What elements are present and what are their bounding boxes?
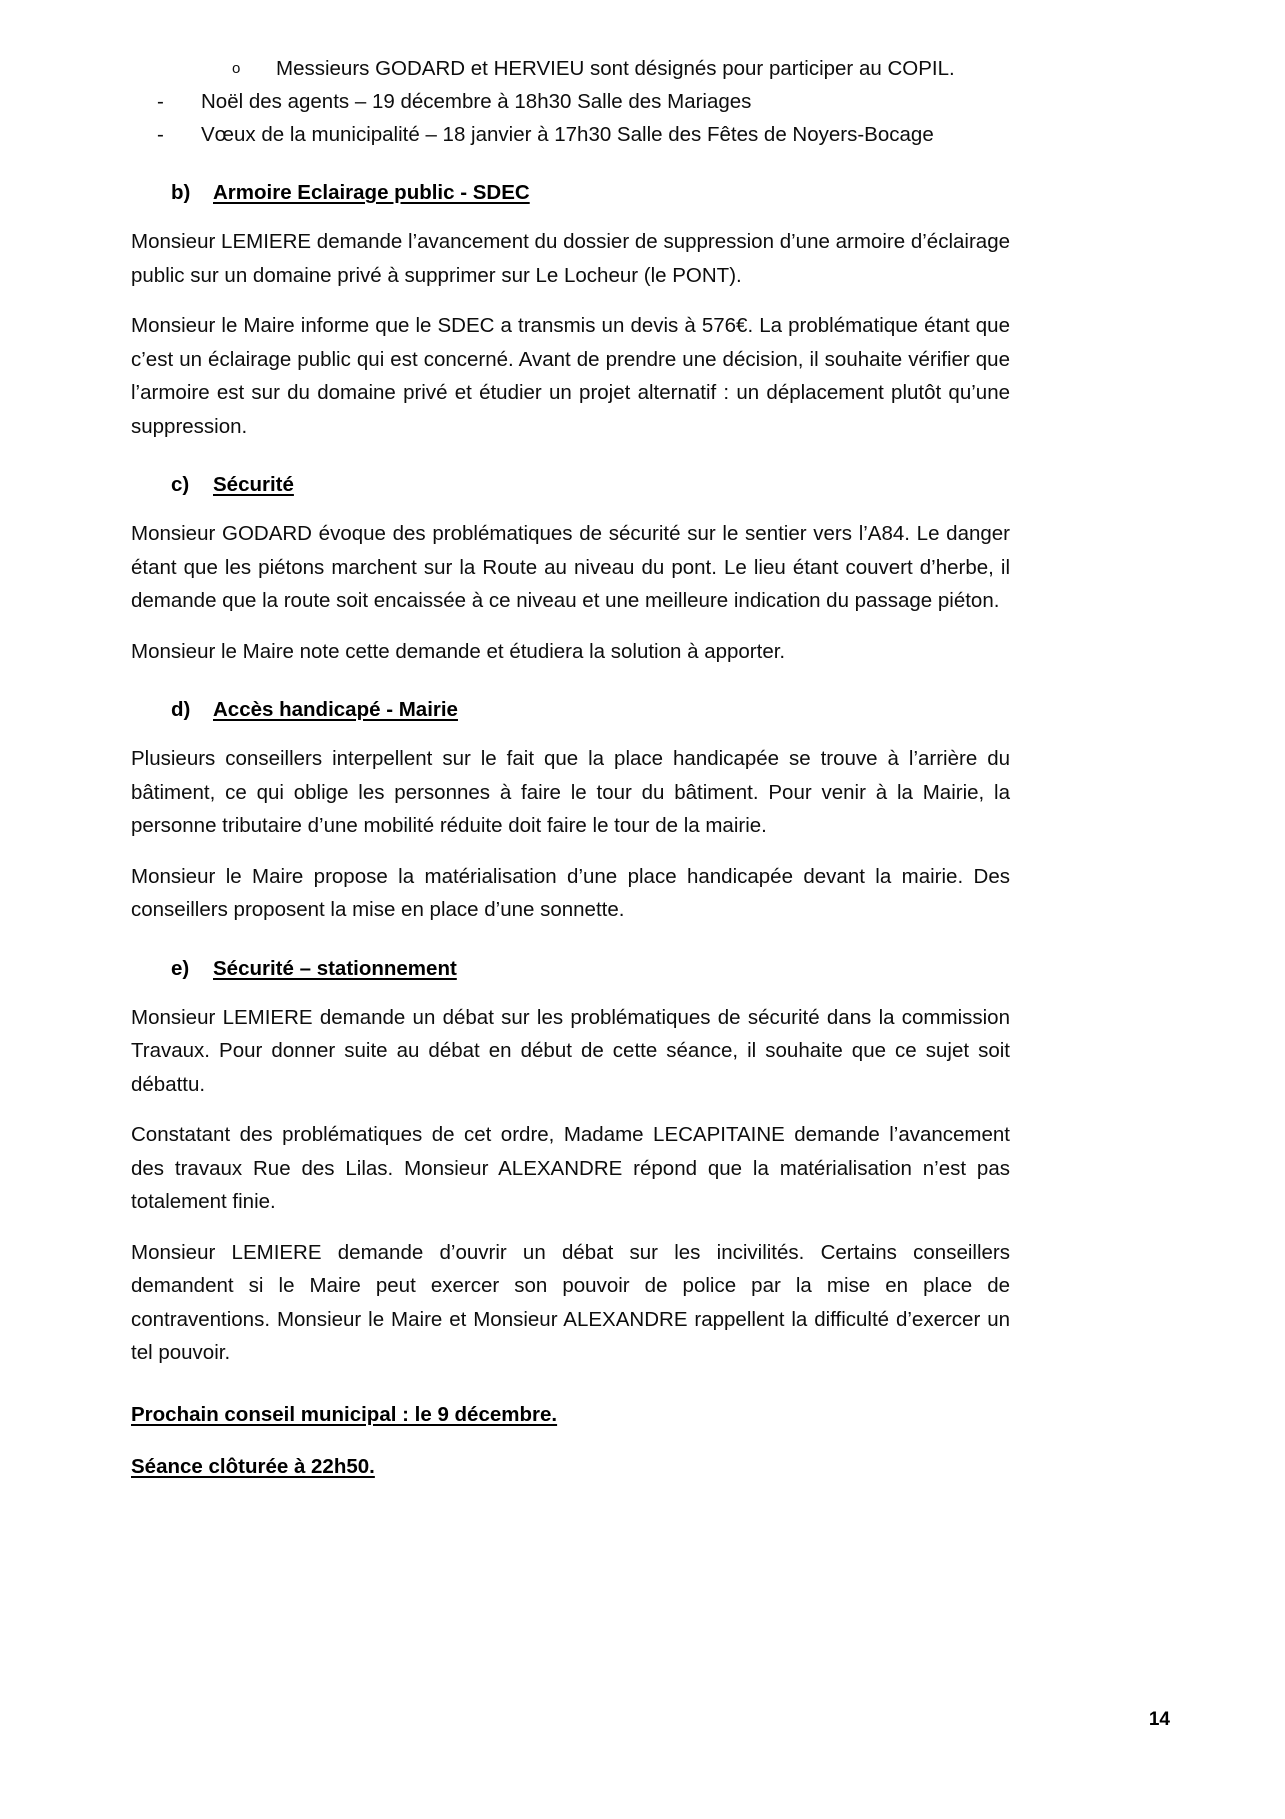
section-title: Armoire Eclairage public - SDEC: [213, 181, 530, 204]
paragraph: Monsieur LEMIERE demande l’avancement du dossier de suppression d’une armoire d’éclairage public sur un domaine privé à supprimer sur Le Locheur (le PONT).: [131, 230, 1010, 287]
section-title: Sécurité – stationnement: [213, 956, 457, 980]
session-closed-note: Séance clôturée à 22h50.: [131, 1454, 375, 1478]
section-heading-d: [131, 695, 1010, 725]
section-letter: e): [171, 956, 190, 980]
list-item: [131, 52, 1010, 85]
paragraph: Monsieur le Maire propose la matérialisation d’une place handicapée devant la mairie. Des conseillers proposent la mise en place d’une sonnette.: [131, 864, 1010, 921]
section-letter: d): [171, 698, 191, 721]
page-number: 14: [1148, 1709, 1170, 1730]
section-letter: c): [171, 473, 190, 496]
paragraph: Monsieur LEMIERE demande d’ouvrir un débat sur les incivilités. Certains conseillers demandent si le Maire peut exercer son pouvoir de police par la mise en place de contraventions. Monsieur le Maire et Monsieur ALEXANDRE rappellent la difficulté d’exercer un tel pouvoir.: [131, 1240, 1010, 1364]
section-letter: b): [171, 181, 191, 204]
paragraph: Monsieur GODARD évoque des problématiques de sécurité sur le sentier vers l’A84. Le danger étant que les piétons marchent sur la Route au niveau du pont. Le lieu étant couvert d’herbe, il demande que la route soit encaissée à ce niveau et une meilleure indication du passage piéton.: [131, 522, 1010, 612]
paragraph: Constatant des problématiques de cet ordre, Madame LECAPITAINE demande l’avancement des travaux Rue des Lilas. Monsieur ALEXANDRE répond que la matérialisation n’est pas totalement finie.: [131, 1123, 1010, 1213]
bullet-dash-marker: -: [157, 90, 164, 113]
meeting-dates-list: [131, 52, 1010, 151]
section-heading-b: [131, 178, 1010, 208]
list-item: [131, 85, 1010, 118]
paragraph: Plusieurs conseillers interpellent sur le fait que la place handicapée se trouve à l’arrière du bâtiment, ce qui oblige les personnes à faire le tour du bâtiment. Pour venir à la Mairie, la personne tributaire d’une mobilité réduite doit faire le tour de la mairie.: [131, 747, 1010, 837]
bullet-dash-marker: -: [157, 123, 164, 146]
list-item: [131, 118, 1010, 151]
next-meeting-note: Prochain conseil municipal : le 9 décembre.: [131, 1402, 558, 1426]
list-item-text: Noël des agents – 19 décembre à 18h30 Salle des Mariages: [201, 90, 752, 113]
paragraph: Monsieur LEMIERE demande un débat sur les problématiques de sécurité dans la commission Travaux. Pour donner suite au débat en début de cette séance, il souhaite que ce sujet soit débattu.: [131, 1005, 1010, 1096]
paragraph: Monsieur le Maire note cette demande et étudiera la solution à apporter.: [131, 639, 786, 663]
section-title: Accès handicapé - Mairie: [213, 698, 458, 721]
list-item-text: Messieurs GODARD et HERVIEU sont désignés pour participer au COPIL.: [276, 57, 955, 80]
section-title: Sécurité: [213, 473, 294, 496]
paragraph: Monsieur le Maire informe que le SDEC a transmis un devis à 576€. La problématique étant que c’est un éclairage public qui est concerné. Avant de prendre une décision, il souhaite vérifier que l’armoire est sur du domaine privé et étudier un projet alternatif : un déplacement plutôt qu’une suppression.: [131, 314, 1010, 438]
page-content: [131, 52, 1010, 1502]
list-item-text: Vœux de la municipalité – 18 janvier à 17h30 Salle des Fêtes de Noyers-Bocage: [201, 123, 934, 146]
section-heading-e: [131, 954, 1010, 984]
section-heading-c: [131, 470, 1010, 500]
bullet-circle-marker: o: [232, 60, 241, 77]
